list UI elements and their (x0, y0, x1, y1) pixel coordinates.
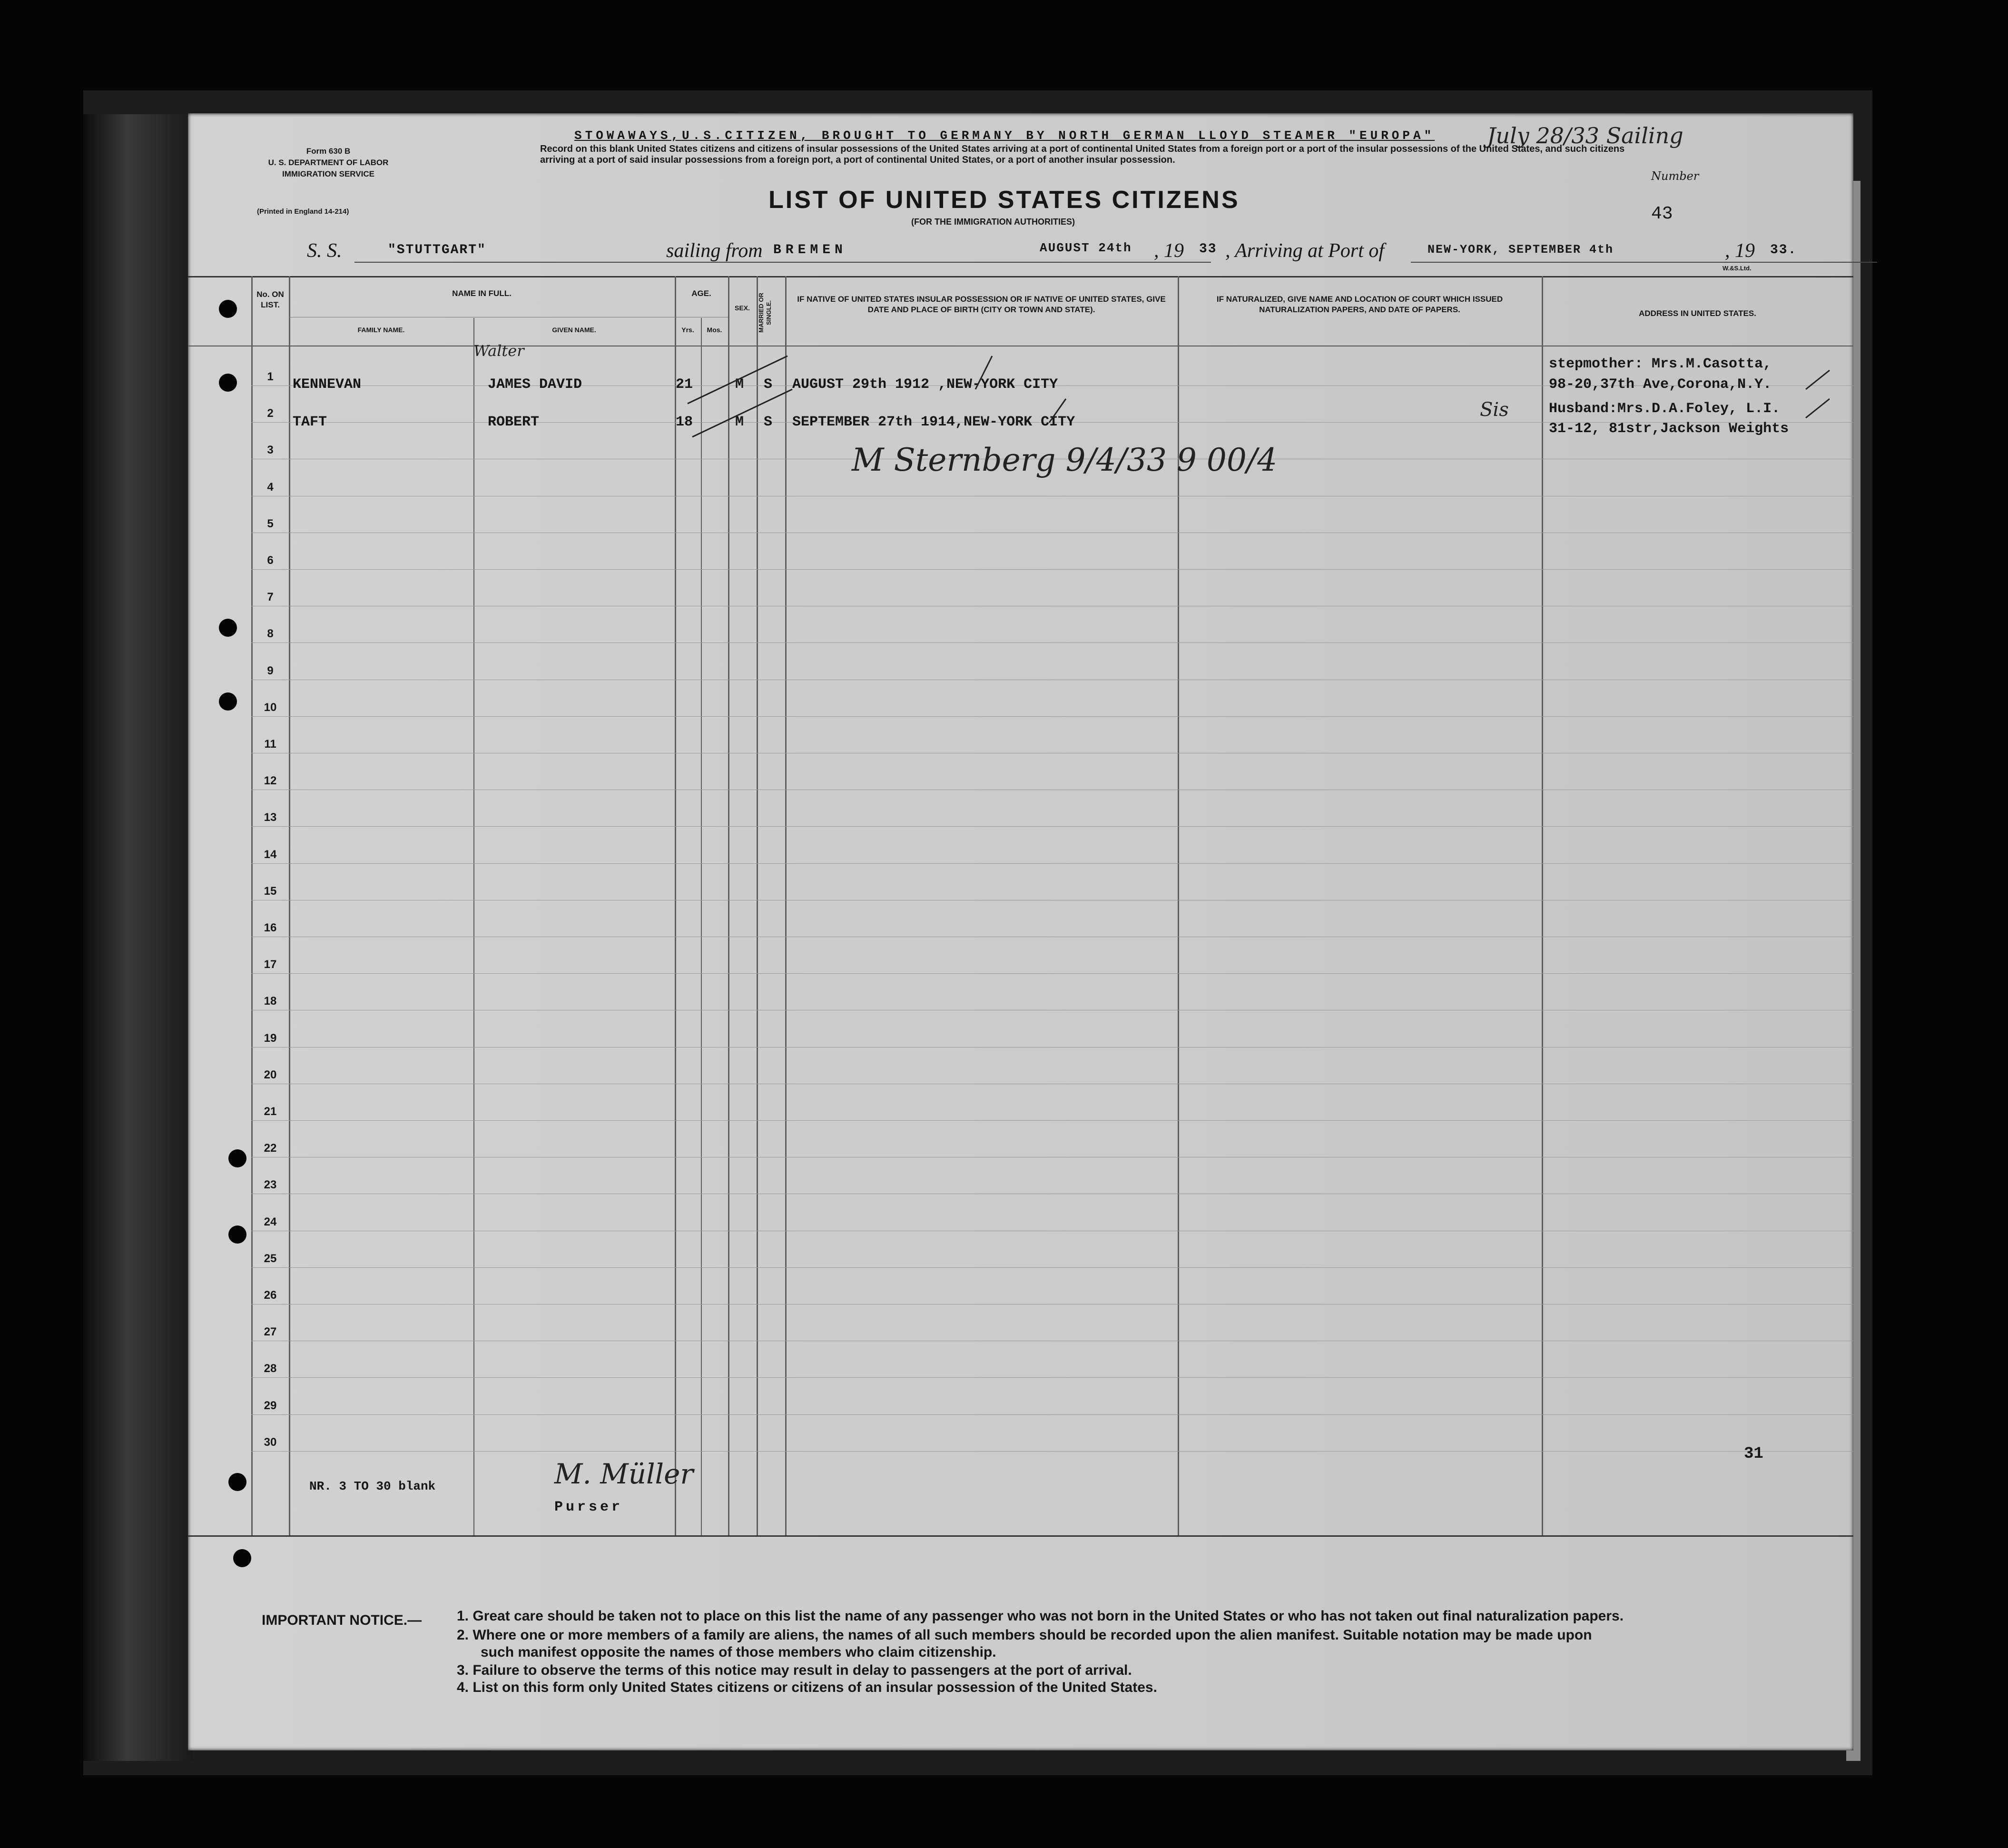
year-1: 33 (1199, 242, 1217, 257)
row-number: 27 (264, 1325, 277, 1339)
row2-age-years: 18 (676, 414, 693, 430)
row-number: 22 (264, 1142, 277, 1155)
check-slash (688, 356, 787, 404)
row-rule (251, 569, 1853, 570)
arrival-port: NEW-YORK, SEPTEMBER 4th (1427, 243, 1614, 257)
number-label: Number (1651, 169, 1699, 183)
header-married-or-single: MARRIED OR SINGLE. (758, 293, 772, 333)
check-slash (692, 389, 792, 437)
row1-marital: S (764, 376, 773, 393)
row-number: 15 (264, 884, 277, 898)
row1-address-line1: stepmother: Mrs.M.Casotta, (1549, 356, 1772, 372)
row2-birth: SEPTEMBER 27th 1914,NEW-YORK CITY (792, 414, 1075, 430)
notice-item-2: 2. Where one or more members of a family are aliens, the names of all such members should be recorded upon the alien manifest. Suitable notation may be made upon (457, 1627, 1592, 1643)
binder-hole (219, 619, 237, 637)
row-rule (251, 1047, 1853, 1048)
row2-marital: S (764, 414, 773, 430)
row2-given-name: ROBERT (488, 414, 540, 430)
check-slash (1049, 399, 1066, 423)
printed-note: (Printed in England 14-214) (257, 208, 349, 216)
row-number: 25 (264, 1252, 277, 1265)
arrival-underline (1411, 262, 1877, 263)
check-slash (1806, 370, 1830, 389)
sailing-from-label: sailing from (666, 240, 763, 262)
col-line (675, 276, 676, 1535)
row-number: 1 (267, 370, 274, 383)
notice-item-3: 3. Failure to observe the terms of this notice may result in delay to passengers at the port of arrival. (457, 1662, 1132, 1678)
row-number: 7 (267, 591, 274, 604)
page-subtitle: (FOR THE IMMIGRATION AUTHORITIES) (911, 217, 1075, 227)
row1-sex: M (735, 376, 744, 393)
binder-hole (233, 1549, 251, 1567)
purser-signature: M. Müller (554, 1458, 694, 1490)
check-slash (1806, 399, 1830, 418)
port-from: BREMEN (773, 243, 847, 257)
port-underline (773, 262, 1211, 263)
binder-hole (228, 1473, 246, 1491)
col-line (289, 276, 290, 1535)
row-number: 30 (264, 1435, 277, 1449)
row2-family-name: TAFT (293, 414, 327, 430)
binder-hole (228, 1149, 246, 1167)
row-number: 26 (264, 1289, 277, 1302)
row1-given-handwritten: Walter (473, 342, 524, 360)
col-line (728, 276, 729, 1535)
row-rule (251, 1451, 1853, 1452)
form-info (264, 146, 393, 180)
notice-item-2-cont: such manifest opposite the names of those members who claim citizenship. (481, 1644, 996, 1660)
page-title: LIST OF UNITED STATES CITIZENS (768, 186, 1240, 214)
service: IMMIGRATION SERVICE (282, 169, 374, 178)
blank-rows-note: NR. 3 TO 30 blank (309, 1479, 436, 1493)
row-number: 18 (264, 995, 277, 1008)
header-name-in-full: NAME IN FULL. (452, 289, 512, 298)
header-address: ADDRESS IN UNITED STATES. (1639, 309, 1756, 318)
row-number: 17 (264, 958, 277, 971)
row-number: 29 (264, 1399, 277, 1412)
check-slash (975, 356, 992, 389)
year-prefix-1: , 19 (1154, 240, 1184, 262)
header-yrs: Yrs. (681, 326, 694, 334)
row-number: 4 (267, 480, 274, 494)
binder-hole (219, 374, 237, 392)
manifest-page (188, 113, 1853, 1750)
row-number: 8 (267, 627, 274, 641)
header-sex: SEX. (735, 304, 750, 312)
header-mos: Mos. (707, 326, 722, 334)
number-value: 43 (1651, 204, 1673, 224)
stowaways-note: STOWAWAYS,U.S.CITIZEN, BROUGHT TO GERMANY BY NORTH GERMAN LLOYD STEAMER "EUROPA" (574, 128, 1435, 143)
row-number: 14 (264, 848, 277, 861)
row-number: 24 (264, 1215, 277, 1228)
row-number: 23 (264, 1178, 277, 1192)
inspector-annotation: M Sternberg 9/4/33 9 00/4 (852, 442, 1278, 478)
header-naturalized: IF NATURALIZED, GIVE NAME AND LOCATION OF COURT WHICH ISSUED NATURALIZATION PAPERS, AND DATE OF PAPERS. (1216, 295, 1503, 314)
ship-name: "STUTTGART" (388, 243, 486, 257)
year-prefix-2: , 19 (1725, 240, 1755, 262)
table-top-border (188, 276, 1853, 277)
row-rule (251, 1377, 1853, 1378)
row1-family-name: KENNEVAN (293, 376, 362, 393)
col-line (251, 276, 253, 1535)
department: U. S. DEPARTMENT OF LABOR (268, 158, 389, 167)
row-rule (251, 826, 1853, 827)
binder-hole (219, 300, 237, 318)
address-check-marks (1801, 366, 1839, 423)
header-age: AGE. (691, 289, 711, 298)
row-rule (251, 1267, 1853, 1268)
arriving-label: , Arriving at Port of (1225, 240, 1385, 262)
col-line (1542, 276, 1543, 1535)
table-bottom-border (188, 1535, 1853, 1537)
row2-address-line1: Husband:Mrs.D.A.Foley, L.I. (1549, 401, 1781, 417)
binder-hole (219, 692, 237, 711)
row2-sex: M (735, 414, 744, 430)
form-number: Form 630 B (306, 147, 351, 156)
row-number: 5 (267, 517, 274, 530)
notice-item-1: 1. Great care should be taken not to place on this list the name of any passenger who was not born in the United States or who has not taken out final naturalization papers. (457, 1608, 1624, 1624)
row-number: 16 (264, 921, 277, 934)
col-line (473, 318, 474, 1535)
record-instructions: Record on this blank United States citizens and citizens of insular possessions of the United States arriving at a port of continental United States from a foreign port or a port of the insular possessions of the United States, and such citizens arriving at a port of said insular possessions from a foreign port, a port of continental United States, or a port of another insular possession. (540, 144, 1625, 165)
row-number: 6 (267, 554, 274, 567)
row-number: 13 (264, 811, 277, 824)
notice-heading: IMPORTANT NOTICE.— (262, 1612, 422, 1628)
col-line (701, 318, 702, 1535)
header-family-name: FAMILY NAME. (357, 326, 405, 334)
row-rule (251, 1120, 1853, 1121)
row2-naturalized-note: Sis (1480, 399, 1509, 421)
row1-age-years: 21 (676, 376, 693, 393)
row-number: 21 (264, 1105, 277, 1118)
notice-item-4: 4. List on this form only United States citizens or citizens of an insular possession of the United States. (457, 1680, 1157, 1695)
header-native: IF NATIVE OF UNITED STATES INSULAR POSSESSION OR IF NATIVE OF UNITED STATES, GIVE DATE AND PLACE OF BIRTH (CITY OR TOWN AND STATE). (797, 295, 1166, 314)
sheet-number: 31 (1744, 1445, 1763, 1463)
binder-hole (228, 1225, 246, 1244)
check-marks (683, 346, 807, 451)
row-number: 20 (264, 1068, 277, 1081)
ledger-spine (83, 114, 193, 1761)
stowaways-handwritten: July 28/33 Sailing (1487, 123, 1683, 148)
row-rule (251, 642, 1853, 643)
row-number: 12 (264, 774, 277, 788)
row2-address-line2: 31-12, 81str,Jackson Weights (1549, 421, 1789, 437)
departure-date: AUGUST 24th (1040, 241, 1132, 255)
header-given-name: GIVEN NAME. (552, 326, 596, 334)
row-rule (251, 1414, 1853, 1415)
row1-given-name: JAMES DAVID (488, 376, 582, 393)
ss-label: S. S. (307, 240, 342, 262)
birth-check-marks (973, 351, 1068, 427)
row-rule (251, 973, 1853, 974)
row-number: 3 (267, 444, 274, 457)
row1-address-line2: 98-20,37th Ave,Corona,N.Y. (1549, 376, 1772, 393)
row-number: 10 (264, 701, 277, 714)
printer-mark: W.&S.Ltd. (1723, 265, 1752, 272)
purser-label: Purser (554, 1499, 623, 1515)
year-2: 33. (1770, 243, 1797, 257)
row-number: 9 (267, 664, 274, 677)
col-line (757, 276, 758, 1535)
row-rule (251, 863, 1853, 864)
row-number: 19 (264, 1031, 277, 1045)
row-number: 28 (264, 1362, 277, 1375)
row-rule (251, 716, 1853, 717)
col-line (785, 276, 787, 1535)
row-number: 11 (264, 738, 276, 751)
row-number: 2 (267, 407, 274, 420)
row1-birth: AUGUST 29th 1912 ,NEW-YORK CITY (792, 376, 1058, 393)
header-no-on-list: No. ON LIST. (256, 290, 284, 309)
